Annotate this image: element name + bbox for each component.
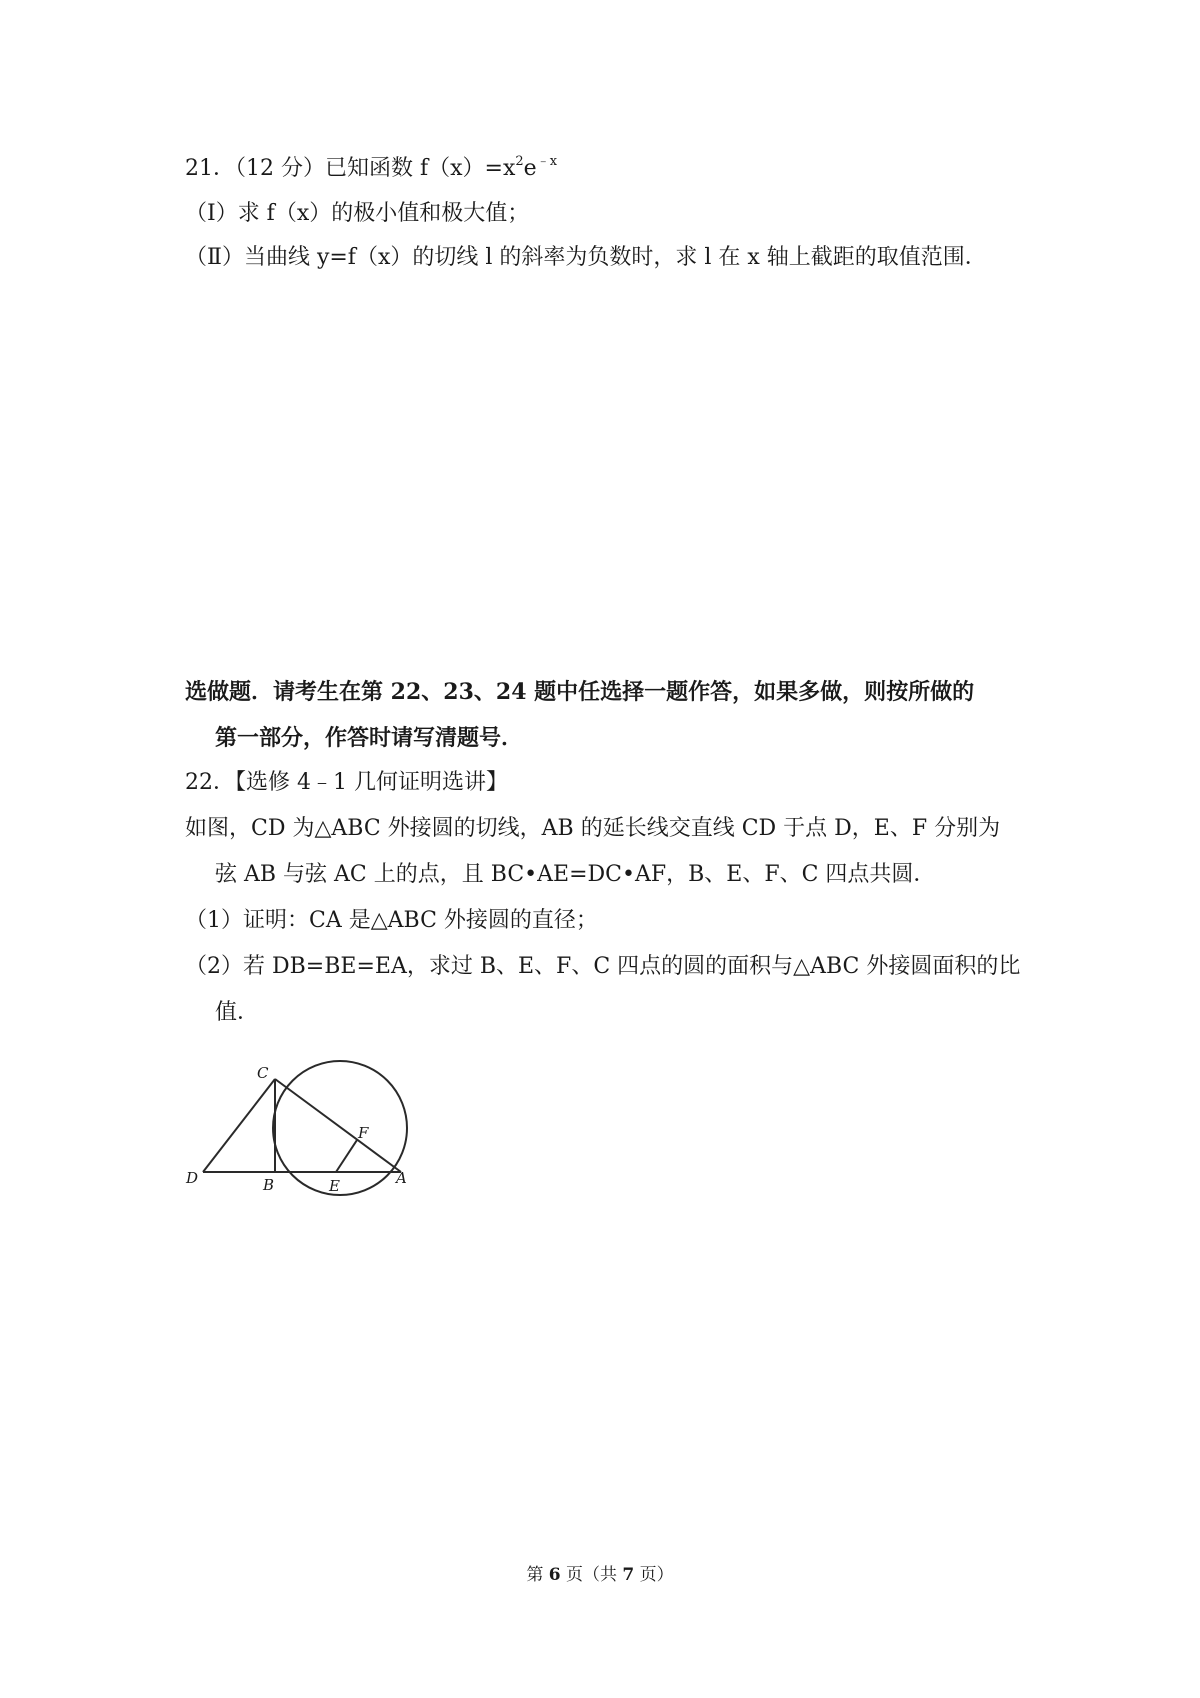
q22-stem-line1: 如图，CD 为△ABC 外接圆的切线，AB 的延长线交直线 CD 于点 D，E、F 分别为: [185, 816, 1001, 841]
page-number: 6: [548, 1565, 561, 1585]
label-b: B: [263, 1176, 275, 1194]
label-d: D: [186, 1169, 199, 1187]
q22-part1: （1）证明：CA 是△ABC 外接圆的直径；: [185, 908, 598, 933]
optional-instruction-line1: 选做题．请考生在第 22、23、24 题中任选择一题作答，如果多做，则按所做的: [185, 679, 975, 705]
page-footer: 第 6 页（共 7 页）: [526, 1565, 674, 1585]
q21-part2: （Ⅱ）当曲线 y=f（x）的切线 l 的斜率为负数时，求 l 在 x 轴上截距的取值范围．: [185, 245, 987, 270]
label-e: E: [329, 1177, 340, 1195]
segment-ca: [275, 1079, 401, 1172]
label-c: C: [257, 1064, 269, 1082]
label-f: F: [358, 1124, 369, 1142]
q22-stem-line2: 弦 AB 与弦 AC 上的点，且 BC•AE=DC•AF，B、E、F、C 四点共圆．: [215, 862, 936, 887]
q22-part2-line2: 值．: [215, 1000, 260, 1025]
q21-part1: （Ⅰ）求 f（x）的极小值和极大值；: [185, 201, 530, 226]
tangent-dc: [203, 1079, 275, 1172]
q22-title: 22．【选修 4﹣1 几何证明选讲】: [185, 770, 508, 795]
q21-title: 21．（12 分）已知函数 $f(x)=x^2e^{﹣x}$: [185, 153, 558, 181]
geometry-diagram: [180, 1045, 420, 1205]
page-total: 7: [622, 1565, 635, 1585]
label-a: A: [396, 1169, 407, 1187]
geometry-figure: [180, 1045, 420, 1209]
q22-part2-line1: （2）若 DB=BE=EA，求过 B、E、F、C 四点的圆的面积与△ABC 外接圆面积的比: [185, 954, 1021, 979]
segment-ef: [336, 1140, 357, 1172]
optional-instruction-line2: 第一部分，作答时请写清题号．: [215, 725, 524, 751]
